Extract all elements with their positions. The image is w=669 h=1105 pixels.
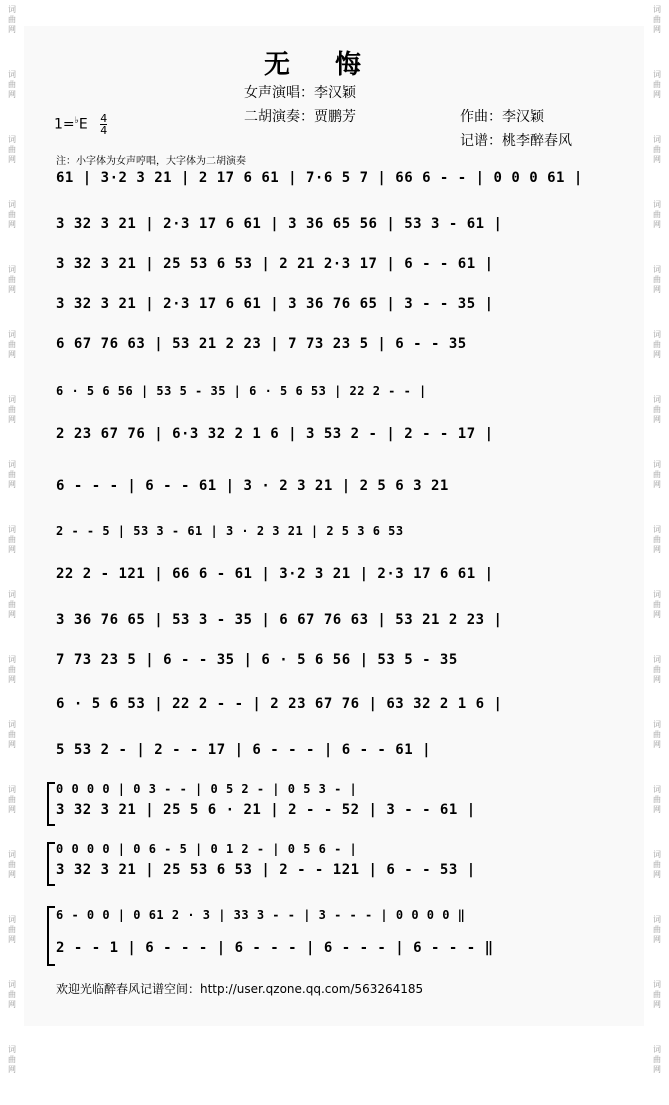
watermark-char: 词 — [653, 525, 661, 534]
watermark-unit — [647, 260, 667, 325]
watermark-char: 网 — [653, 90, 661, 99]
watermark-char: 曲 — [8, 535, 16, 544]
watermark-unit — [647, 0, 667, 65]
watermark-char: 词 — [653, 395, 661, 404]
watermark-char: 网 — [653, 25, 661, 34]
watermark-unit — [2, 390, 22, 455]
watermark-char: 曲 — [653, 1055, 661, 1064]
watermark-unit — [647, 130, 667, 195]
watermark-unit — [2, 845, 22, 910]
erhu-credit: 二胡演奏：贾鹏芳 — [244, 109, 356, 125]
watermark-char: 曲 — [653, 275, 661, 284]
watermark-char: 网 — [653, 1065, 661, 1074]
watermark-char: 曲 — [8, 470, 16, 479]
watermark-char: 词 — [653, 1045, 661, 1054]
watermark-char: 曲 — [8, 145, 16, 154]
watermark-unit — [2, 455, 22, 520]
watermark-char: 网 — [8, 870, 16, 879]
watermark-unit — [647, 585, 667, 650]
key-note: E — [78, 116, 88, 133]
watermark-char: 词 — [8, 200, 16, 209]
watermark-char: 曲 — [653, 860, 661, 869]
watermark-char: 网 — [8, 1065, 16, 1074]
time-top: 4 — [100, 112, 108, 125]
watermark-char: 曲 — [653, 730, 661, 739]
watermark-unit — [2, 715, 22, 780]
watermark-char: 曲 — [8, 860, 16, 869]
watermark-char: 词 — [653, 200, 661, 209]
watermark-char: 网 — [653, 610, 661, 619]
watermark-char: 网 — [8, 25, 16, 34]
watermark-unit — [647, 390, 667, 455]
watermark-char: 曲 — [653, 600, 661, 609]
system-1-lower: 3 32 3 21 | 25 5 6 · 21 | 2 - - 52 | 3 - - 61 | — [56, 802, 476, 818]
watermark-char: 网 — [8, 740, 16, 749]
watermark-char: 曲 — [653, 925, 661, 934]
watermark-char: 网 — [653, 155, 661, 164]
watermark-char: 曲 — [8, 275, 16, 284]
watermark-char: 曲 — [653, 340, 661, 349]
watermark-char: 网 — [653, 870, 661, 879]
system-brace-1 — [47, 782, 55, 826]
score-row-14: 5 53 2 - | 2 - - 17 | 6 - - - | 6 - - 61 | — [56, 742, 432, 758]
watermark-char: 词 — [8, 915, 16, 924]
score-row-11: 3 36 76 65 | 53 3 - 35 | 6 67 76 63 | 53 21 2 23 | — [56, 612, 503, 628]
watermark-unit — [2, 975, 22, 1040]
watermark-char: 词 — [653, 135, 661, 144]
watermark-char: 网 — [8, 610, 16, 619]
watermark-char: 曲 — [653, 535, 661, 544]
score-row-13: 6 · 5 6 53 | 22 2 - - | 2 23 67 76 | 63 32 2 1 6 | — [56, 696, 503, 712]
watermark-char: 网 — [8, 220, 16, 229]
watermark-char: 词 — [8, 395, 16, 404]
watermark-char: 曲 — [8, 1055, 16, 1064]
watermark-char: 词 — [653, 980, 661, 989]
watermark-char: 词 — [8, 850, 16, 859]
watermark-char: 词 — [8, 525, 16, 534]
watermark-char: 网 — [8, 415, 16, 424]
watermark-char: 词 — [8, 1045, 16, 1054]
watermark-unit — [647, 1040, 667, 1105]
key-signature — [54, 113, 107, 136]
watermark-char: 网 — [653, 740, 661, 749]
composer-credit: 作曲：李汉颖 — [460, 109, 544, 125]
watermark-char: 词 — [653, 330, 661, 339]
watermark-char: 网 — [8, 675, 16, 684]
key-prefix: 1= — [54, 116, 75, 133]
watermark-unit — [647, 325, 667, 390]
watermark-char: 词 — [8, 5, 16, 14]
watermark-unit — [2, 780, 22, 845]
score-row-9: 2 - - 5 | 53 3 - 61 | 3 · 2 3 21 | 2 5 3 6 53 — [56, 524, 404, 538]
system-brace-2 — [47, 842, 55, 886]
score-row-2: 3 32 3 21 | 2·3 17 6 61 | 3 36 65 56 | 53 3 - 61 | — [56, 216, 503, 232]
watermark-unit — [2, 195, 22, 260]
score-row-4: 3 32 3 21 | 2·3 17 6 61 | 3 36 76 65 | 3 - - 35 | — [56, 296, 494, 312]
watermark-char: 词 — [8, 135, 16, 144]
watermark-unit — [647, 975, 667, 1040]
watermark-char: 曲 — [653, 795, 661, 804]
watermark-unit — [647, 195, 667, 260]
watermark-unit — [2, 650, 22, 715]
watermark-char: 词 — [8, 720, 16, 729]
watermark-unit — [647, 715, 667, 780]
score-row-6: 6 · 5 6 56 | 53 5 - 35 | 6 · 5 6 53 | 22 2 - - | — [56, 384, 427, 398]
watermark-char: 网 — [8, 545, 16, 554]
watermark-char: 词 — [653, 5, 661, 14]
watermark-char: 曲 — [8, 405, 16, 414]
watermark-char: 词 — [8, 980, 16, 989]
watermark-char: 网 — [653, 415, 661, 424]
song-title: 无 悔 — [264, 50, 380, 80]
watermark-char: 曲 — [8, 210, 16, 219]
watermark-unit — [647, 65, 667, 130]
score-row-10: 22 2 - 121 | 66 6 - 61 | 3·2 3 21 | 2·3 17 6 61 | — [56, 566, 494, 582]
watermark-unit — [2, 325, 22, 390]
watermark-unit — [2, 585, 22, 650]
watermark-unit — [2, 65, 22, 130]
time-bottom: 4 — [100, 124, 108, 137]
score-row-5: 6 67 76 63 | 53 21 2 23 | 7 73 23 5 | 6 - - 35 — [56, 336, 467, 352]
watermark-char: 词 — [653, 720, 661, 729]
watermark-char: 词 — [653, 850, 661, 859]
watermark-char: 网 — [8, 935, 16, 944]
watermark-unit — [647, 845, 667, 910]
system-3-upper: 6 - 0 0 | 0 61 2 · 3 | 33 3 - - | 3 - - - | 0 0 0 0 ‖ — [56, 908, 466, 922]
watermark-char: 词 — [8, 460, 16, 469]
system-1-upper: 0 0 0 0 | 0 3 - - | 0 5 2 - | 0 5 3 - | — [56, 782, 358, 796]
watermark-char: 曲 — [8, 340, 16, 349]
notator-credit: 记谱：桃李醉春风 — [460, 133, 572, 149]
watermark-char: 词 — [8, 330, 16, 339]
score-row-3: 3 32 3 21 | 25 53 6 53 | 2 21 2·3 17 | 6 - - 61 | — [56, 256, 494, 272]
watermark-char: 曲 — [653, 665, 661, 674]
flat-sign: ♭ — [74, 115, 79, 126]
score-row-12: 7 73 23 5 | 6 - - 35 | 6 · 5 6 56 | 53 5 - 35 — [56, 652, 458, 668]
watermark-unit — [2, 130, 22, 195]
watermark-char: 词 — [653, 655, 661, 664]
singer-credit: 女声演唱：李汉颖 — [244, 85, 356, 101]
watermark-char: 曲 — [8, 990, 16, 999]
watermark-char: 网 — [8, 90, 16, 99]
watermark-char: 网 — [653, 1000, 661, 1009]
watermark-char: 网 — [8, 805, 16, 814]
left-watermark-strip — [2, 0, 22, 1074]
footer-link[interactable]: 欢迎光临醉春风记谱空间：http://user.qzone.qq.com/563264185 — [56, 982, 424, 996]
time-signature — [100, 113, 107, 136]
watermark-char: 曲 — [653, 210, 661, 219]
watermark-char: 网 — [8, 155, 16, 164]
watermark-char: 曲 — [653, 145, 661, 154]
watermark-char: 词 — [8, 590, 16, 599]
watermark-char: 网 — [653, 545, 661, 554]
watermark-unit — [2, 910, 22, 975]
watermark-char: 网 — [8, 350, 16, 359]
watermark-char: 曲 — [8, 795, 16, 804]
watermark-char: 网 — [8, 480, 16, 489]
watermark-char: 词 — [8, 70, 16, 79]
watermark-char: 网 — [653, 350, 661, 359]
watermark-char: 曲 — [8, 15, 16, 24]
watermark-unit — [647, 520, 667, 585]
notation-note: 注：小字体为女声哼唱，大字体为二胡演奏 — [56, 156, 246, 167]
watermark-char: 曲 — [8, 600, 16, 609]
system-3-lower: 2 - - 1 | 6 - - - | 6 - - - | 6 - - - | 6 - - - ‖ — [56, 940, 494, 956]
watermark-char: 词 — [653, 460, 661, 469]
watermark-unit — [2, 260, 22, 325]
watermark-char: 曲 — [653, 80, 661, 89]
right-watermark-strip — [647, 0, 667, 1074]
watermark-unit — [647, 650, 667, 715]
score-row-7: 2 23 67 76 | 6·3 32 2 1 6 | 3 53 2 - | 2 - - 17 | — [56, 426, 494, 442]
score-row-1: 61 | 3·2 3 21 | 2 17 6 61 | 7·6 5 7 | 66 6 - - | 0 0 0 61 | — [56, 170, 583, 186]
watermark-char: 网 — [653, 805, 661, 814]
watermark-char: 网 — [653, 220, 661, 229]
watermark-char: 词 — [653, 265, 661, 274]
watermark-char: 词 — [653, 915, 661, 924]
watermark-unit — [647, 455, 667, 520]
system-brace-3 — [47, 906, 55, 966]
watermark-char: 网 — [653, 285, 661, 294]
watermark-unit — [647, 910, 667, 975]
system-2-lower: 3 32 3 21 | 25 53 6 53 | 2 - - 121 | 6 - - 53 | — [56, 862, 476, 878]
watermark-char: 曲 — [653, 15, 661, 24]
watermark-char: 网 — [653, 935, 661, 944]
watermark-unit — [2, 520, 22, 585]
watermark-char: 词 — [8, 785, 16, 794]
watermark-char: 曲 — [8, 80, 16, 89]
system-2-upper: 0 0 0 0 | 0 6 - 5 | 0 1 2 - | 0 5 6 - | — [56, 842, 358, 856]
watermark-char: 曲 — [653, 405, 661, 414]
watermark-char: 曲 — [653, 990, 661, 999]
score-row-8: 6 - - - | 6 - - 61 | 3 · 2 3 21 | 2 5 6 3 21 — [56, 478, 449, 494]
watermark-char: 网 — [8, 285, 16, 294]
watermark-char: 词 — [653, 590, 661, 599]
watermark-char: 曲 — [8, 925, 16, 934]
watermark-char: 网 — [653, 675, 661, 684]
watermark-unit — [2, 0, 22, 65]
watermark-char: 网 — [8, 1000, 16, 1009]
watermark-char: 词 — [653, 785, 661, 794]
watermark-char: 词 — [8, 265, 16, 274]
watermark-char: 曲 — [8, 730, 16, 739]
watermark-unit — [2, 1040, 22, 1105]
watermark-char: 网 — [653, 480, 661, 489]
watermark-char: 曲 — [653, 470, 661, 479]
watermark-char: 曲 — [8, 665, 16, 674]
watermark-char: 词 — [8, 655, 16, 664]
watermark-char: 词 — [653, 70, 661, 79]
watermark-unit — [647, 780, 667, 845]
